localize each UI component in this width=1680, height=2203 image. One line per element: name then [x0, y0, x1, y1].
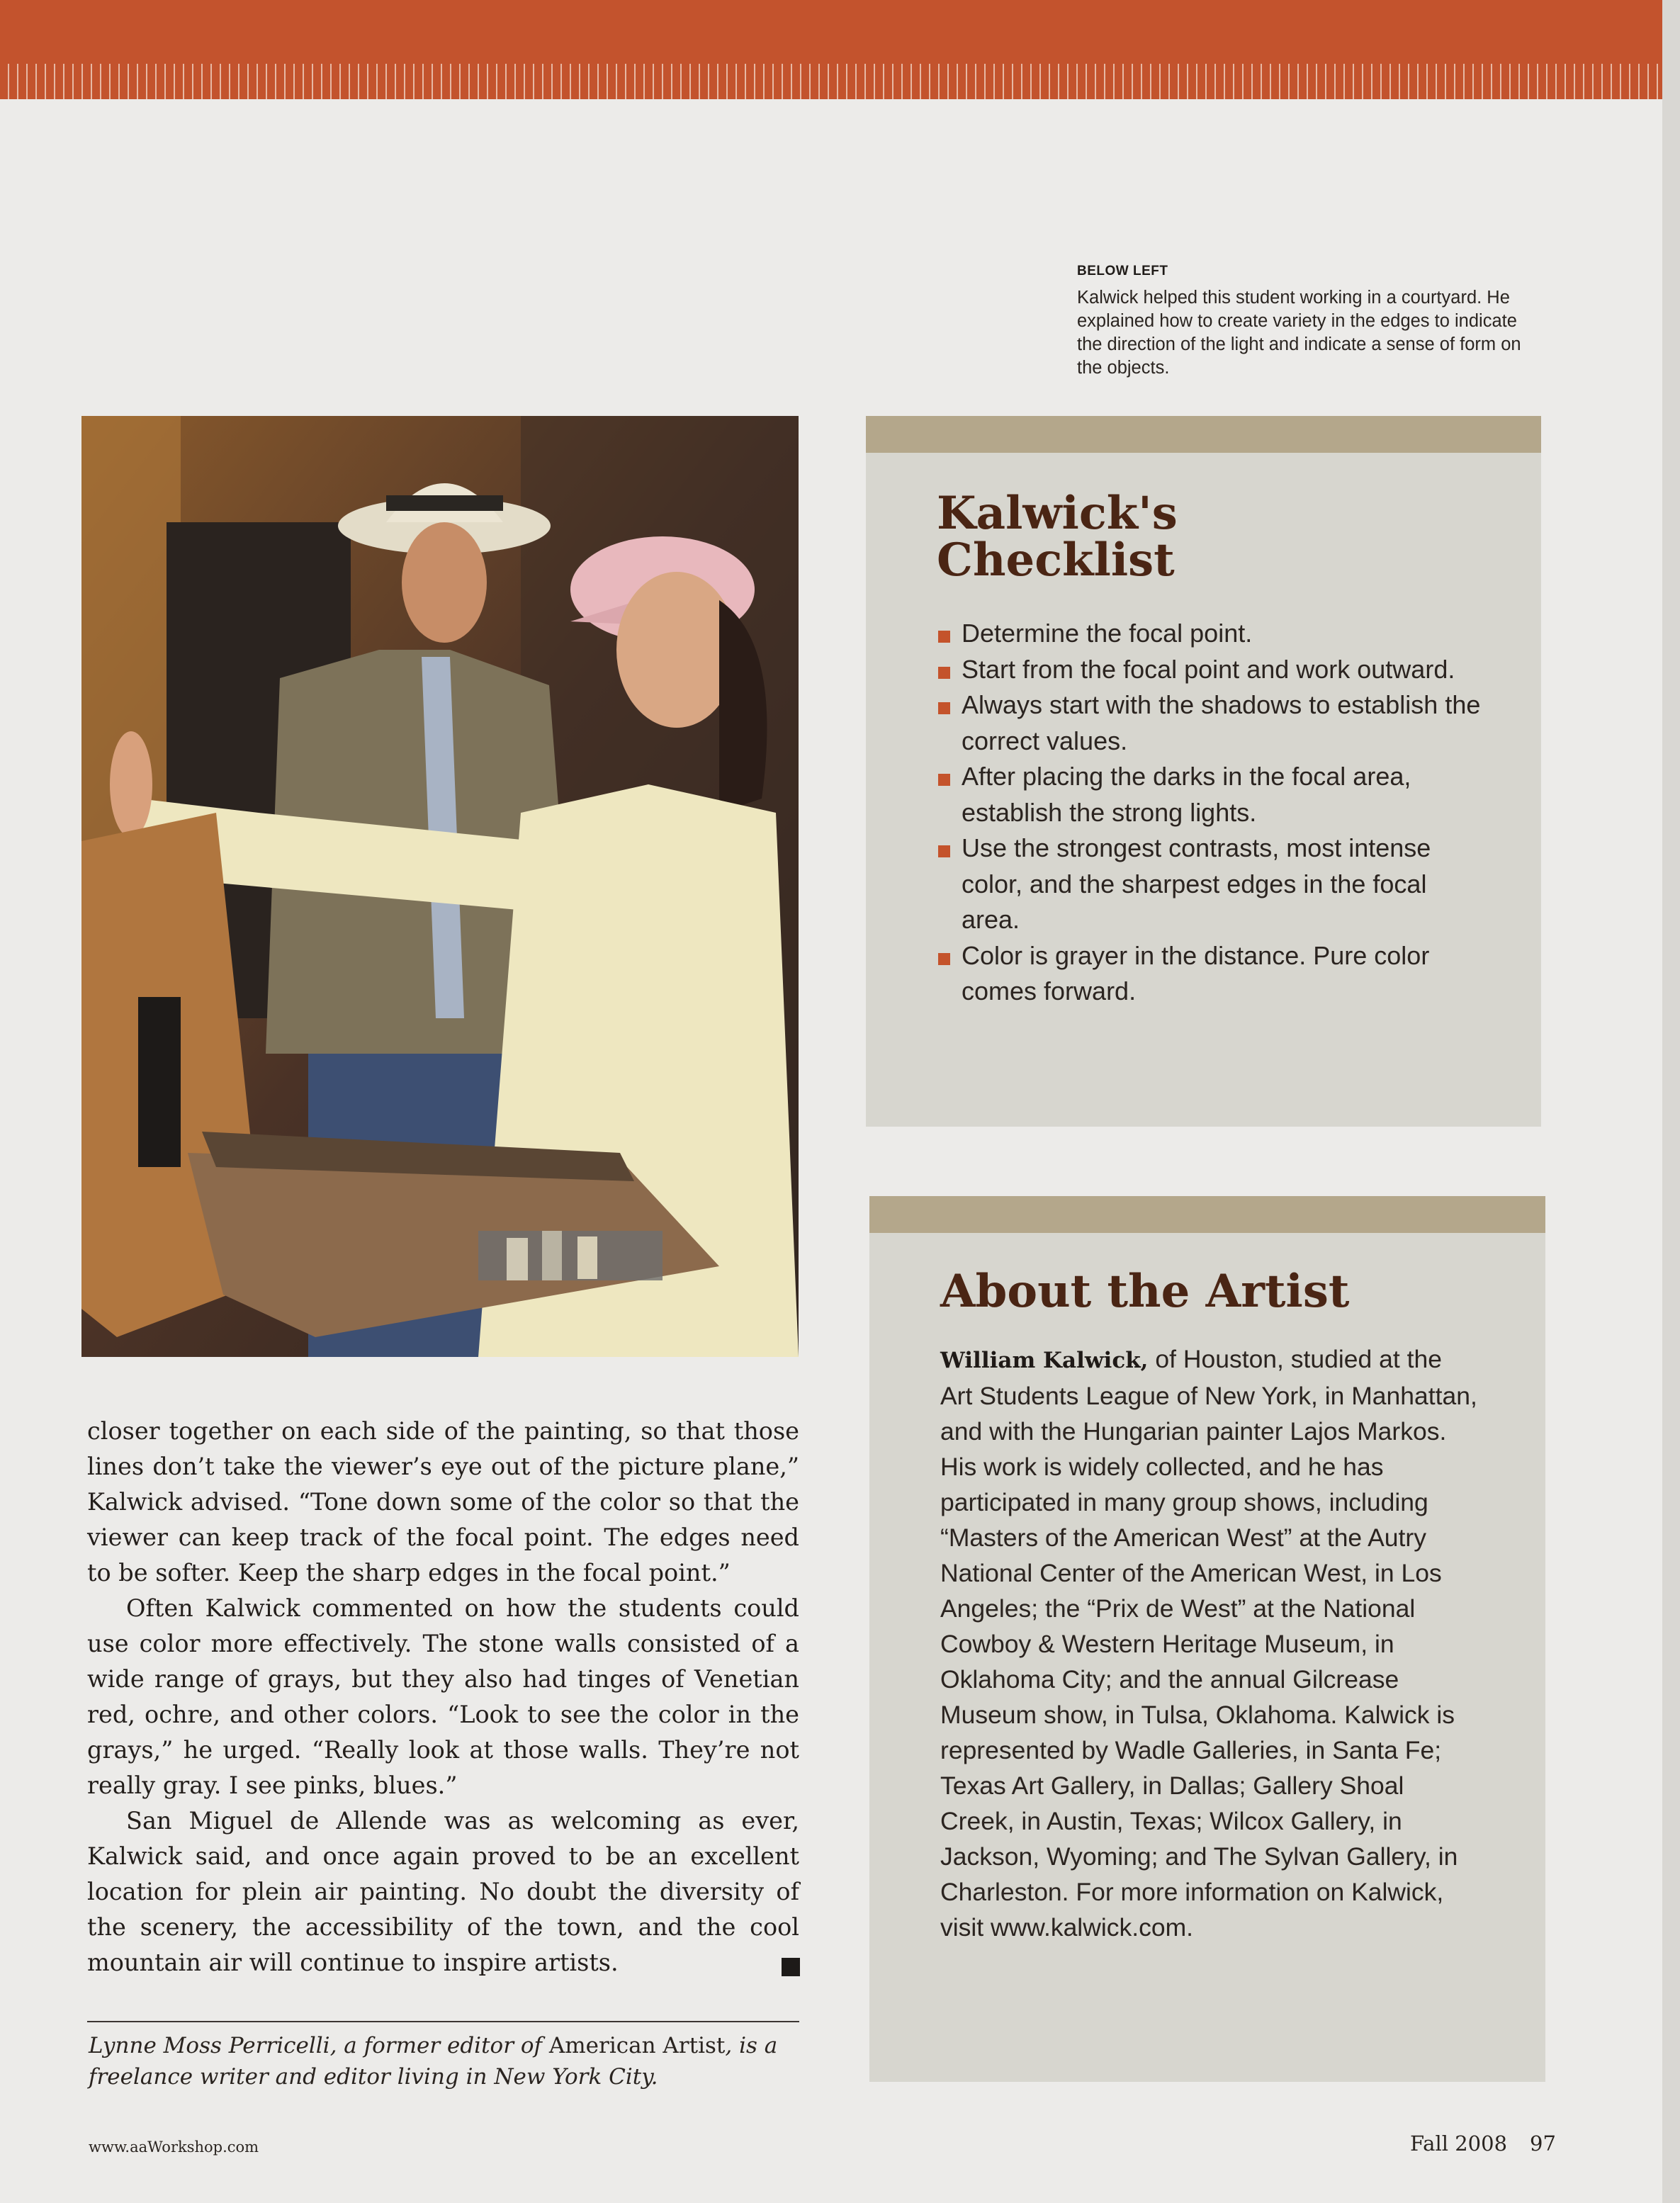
artist-name: William Kalwick,	[940, 1348, 1149, 1373]
checklist-item-text: Use the strongest contrasts, most intense color, and the sharpest edges in the focal area.	[962, 833, 1431, 934]
body-paragraph: San Miguel de Allende was as welcoming as ever, Kalwick said, and once again proved to be an excellent location for plein air painting. No doubt the diversity of the scenery, the accessibility of the town, and the cool mountain air will continue to inspire artists.	[87, 1807, 799, 1976]
square-bullet-icon	[938, 631, 950, 643]
magazine-name: American Artist	[548, 2033, 726, 2058]
checklist-item	[937, 616, 1489, 652]
about-artist-sidebar	[869, 1196, 1545, 2082]
footer-folio	[1410, 2131, 1556, 2156]
checklist-item	[937, 830, 1489, 938]
top-color-band	[0, 0, 1662, 99]
author-bio	[89, 2030, 804, 2092]
checklist-item	[937, 759, 1489, 830]
checklist-item-text: Determine the focal point.	[962, 619, 1253, 648]
checklist-item-text: After placing the darks in the focal area, establish the strong lights.	[962, 762, 1411, 827]
checklist-title: Kalwick's Checklist	[937, 487, 1178, 587]
checklist-items	[937, 616, 1489, 1010]
checklist-item-text: Color is grayer in the distance. Pure color comes forward.	[962, 940, 1430, 1005]
checklist-item	[937, 652, 1489, 688]
body-paragraph: Often Kalwick commented on how the students could use color more effectively. The stone walls consisted of a wide range of grays, but they also had tinges of Venetian red, ochre, and other colors. “Look to see the color in the grays,” he urged. “Really look at those walls. They’re not really gray. I see pinks, blues.”	[87, 1594, 799, 1799]
about-top-band	[869, 1196, 1545, 1233]
square-bullet-icon	[938, 702, 950, 714]
article-body	[87, 1414, 799, 1981]
top-tick-strip	[0, 64, 1662, 99]
photo-illustration	[81, 416, 799, 1357]
bio-part-2: , is a freelance writer and editor living in New York City.	[89, 2033, 778, 2090]
square-bullet-icon	[938, 953, 950, 965]
square-bullet-icon	[938, 845, 950, 857]
caption-heading: BELOW LEFT	[1077, 264, 1168, 278]
checklist-item	[937, 938, 1489, 1010]
page-spine	[1662, 0, 1680, 2203]
about-title: About the Artist	[940, 1265, 1350, 1318]
checklist-item-text: Start from the focal point and work outward.	[962, 654, 1455, 684]
about-text	[940, 1341, 1479, 1945]
checklist-item-text: Always start with the shadows to establish the correct values.	[962, 690, 1481, 755]
footer-url: www.aaWorkshop.com	[89, 2139, 259, 2156]
checklist-sidebar	[866, 416, 1541, 1127]
checklist-item	[937, 687, 1489, 759]
issue-date: Fall 2008	[1410, 2131, 1508, 2156]
caption-text: Kalwick helped this student working in a courtyard. He explained how to create variety in the edges to indicate the direction of the light and indicate a sense of form on the objects.	[1077, 288, 1521, 378]
square-bullet-icon	[938, 774, 950, 786]
bio-part-1: Lynne Moss Perricelli, a former editor of	[89, 2033, 543, 2058]
workshop-photo	[81, 416, 799, 1357]
bio-divider	[87, 2021, 799, 2022]
square-bullet-icon	[938, 667, 950, 679]
checklist-top-band	[866, 416, 1541, 453]
body-paragraph: closer together on each side of the painting, so that those lines don’t take the viewer’s eye out of the picture plane,” Kalwick advised. “Tone down some of the color so that the viewer can keep track of the focal point. The edges need to be softer. Keep the sharp edges in the focal point.”	[87, 1417, 799, 1587]
photo-caption	[1077, 264, 1545, 380]
end-of-article-square-icon	[782, 1958, 800, 1976]
about-body: of Houston, studied at the Art Students League of New York, in Manhattan, and with the Hungarian painter Lajos Markos. His work is widely collected, and he has participated in many group shows, including “Masters of the American West” at the Autry National Center of the American West, in Los Angeles; the “Prix de West” at the National Cowboy & Western Heritage Museum, in Oklahoma City; and the annual Gilcrease Museum show, in Tulsa, Oklahoma. Kalwick is represented by Wadle Galleries, in Santa Fe; Texas Art Gallery, in Dallas; Gallery Shoal Creek, in Austin, Texas; Wilcox Gallery, in Jackson, Wyoming; and The Sylvan Gallery, in Charleston. For more information on Kalwick, visit www.kalwick.com.	[940, 1345, 1477, 1942]
page-number: 97	[1530, 2131, 1556, 2156]
